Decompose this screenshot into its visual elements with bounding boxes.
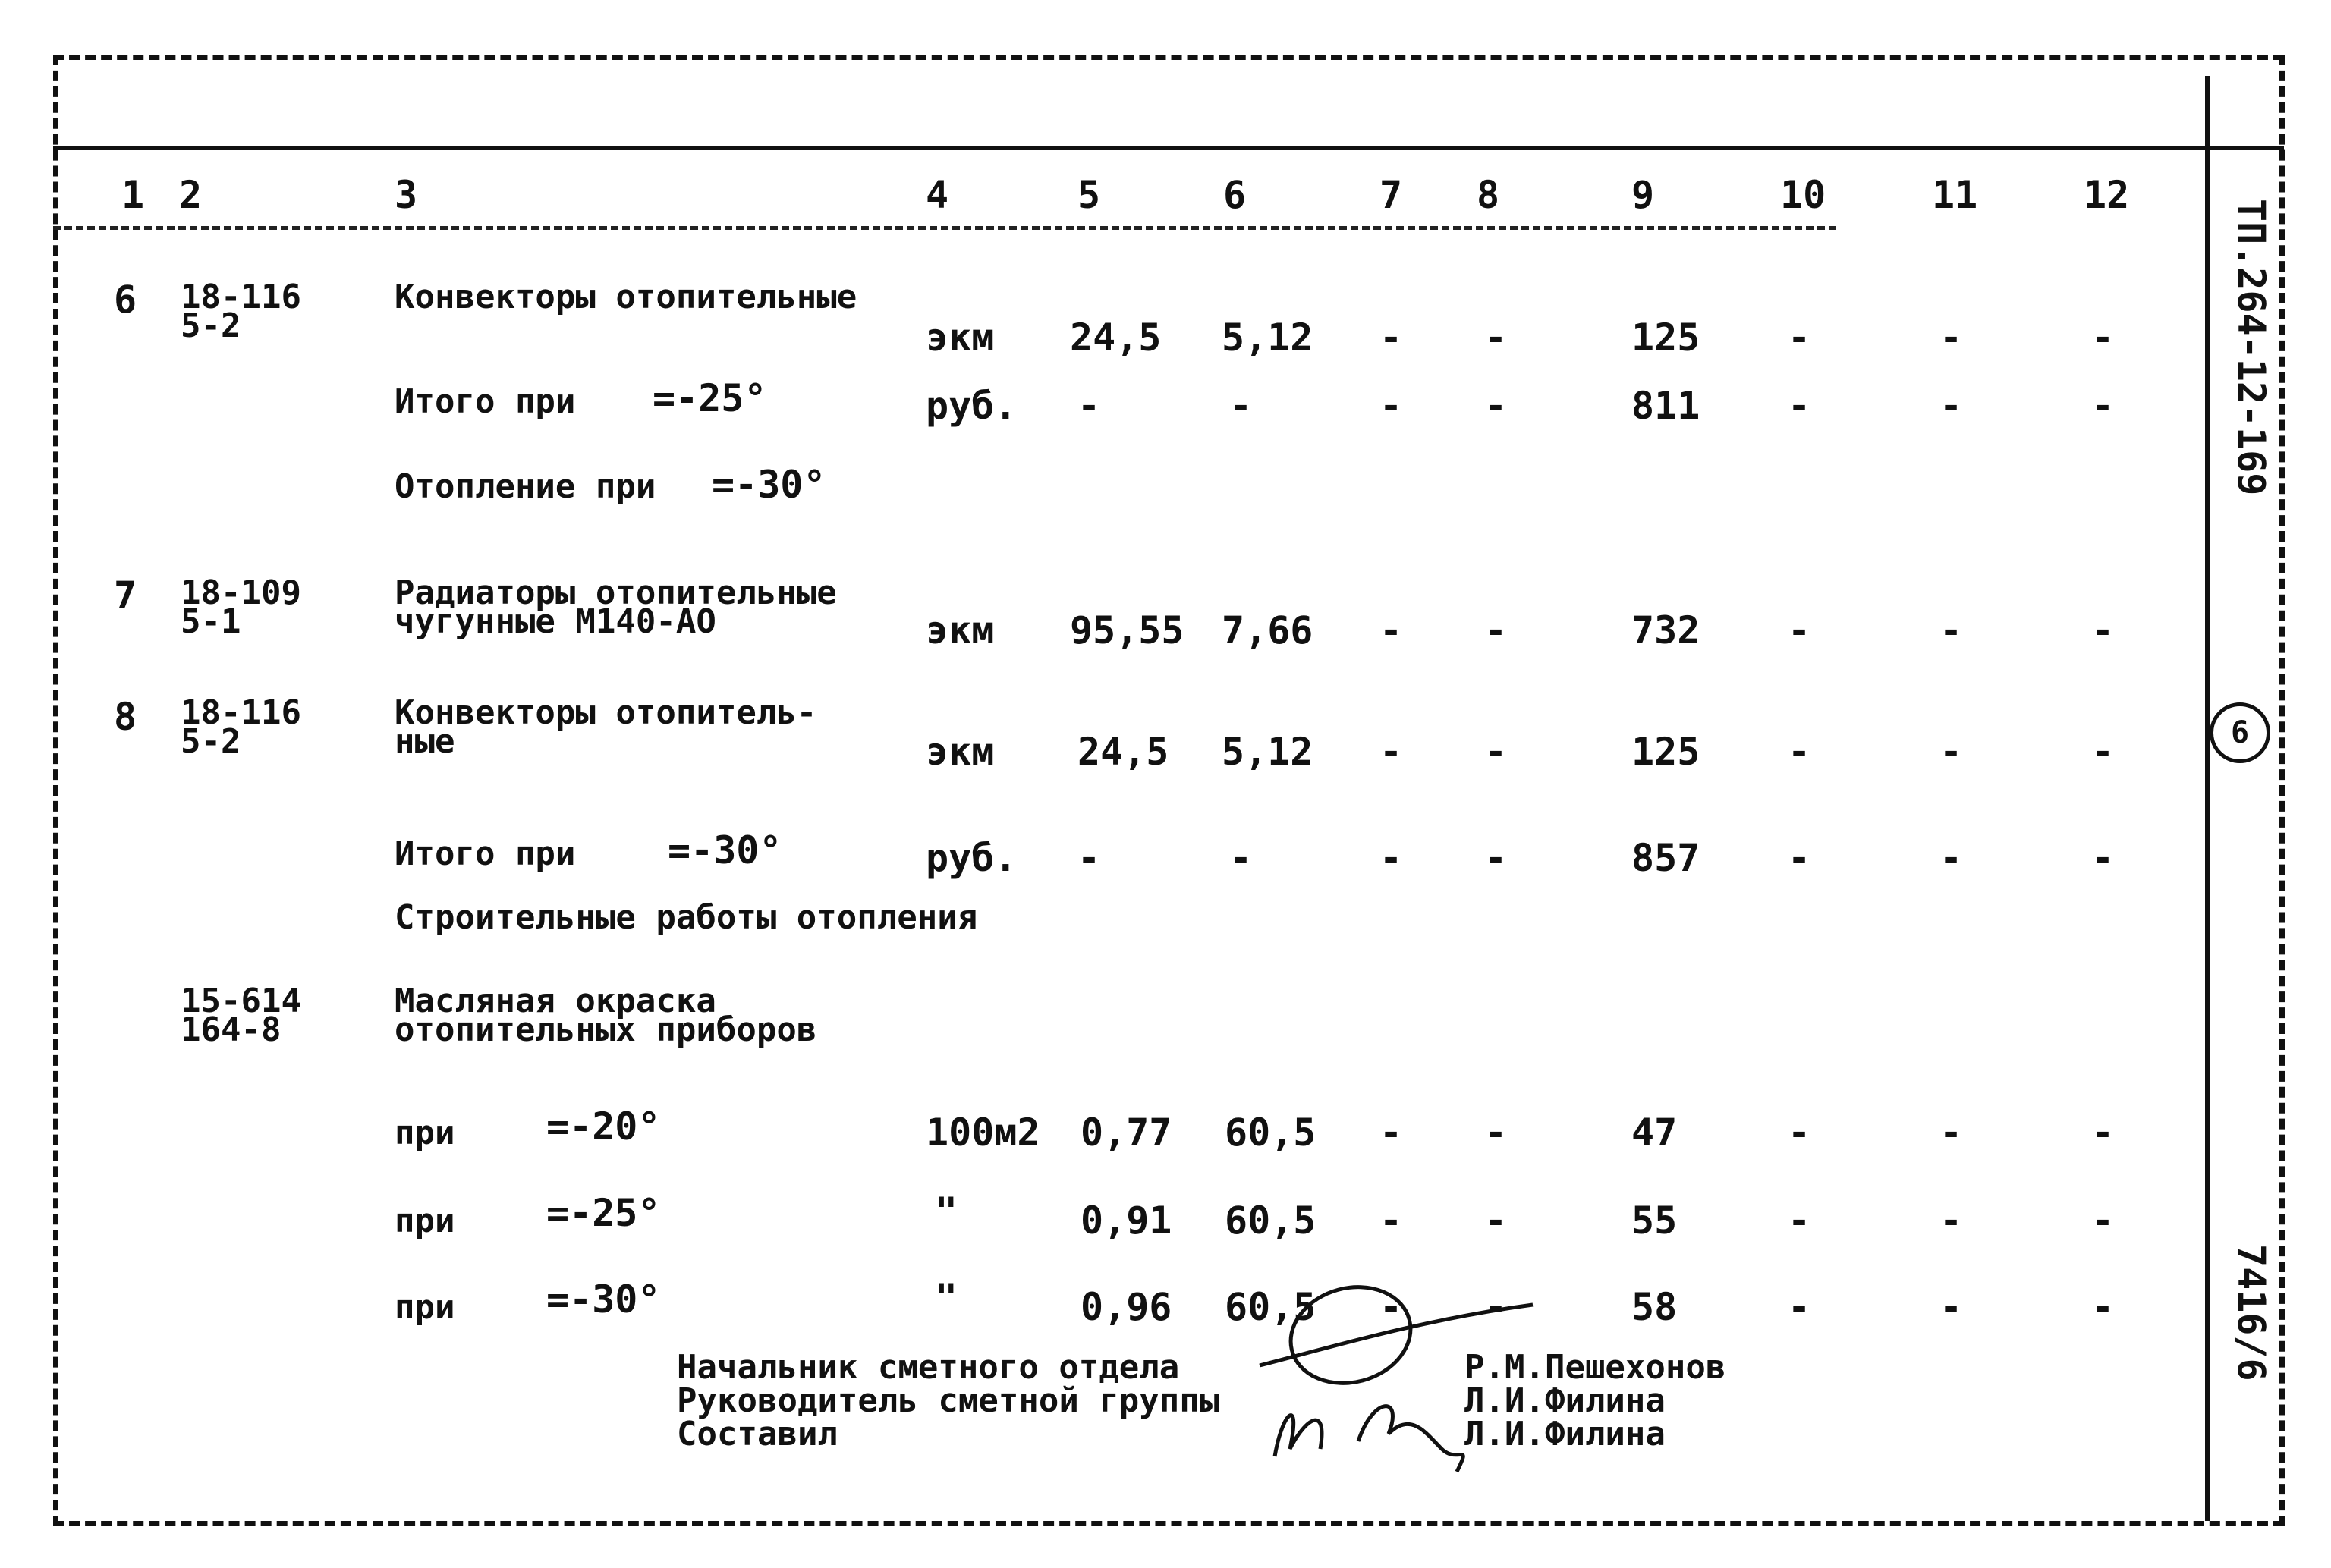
cell-col6: 60,5	[1225, 1199, 1316, 1243]
cell-col7: -	[1379, 384, 1403, 428]
frame-left-border	[53, 55, 58, 1526]
cell-col6: 60,5	[1225, 1111, 1316, 1155]
row-code: 15-614	[181, 982, 301, 1020]
cell-col5: 0,77	[1081, 1111, 1172, 1155]
cell-col7: -	[1379, 1285, 1403, 1329]
signature-person: Р.М.Пешехонов	[1464, 1348, 1726, 1387]
cell-col12: -	[2091, 384, 2115, 428]
cell-col12: -	[2091, 1285, 2115, 1329]
cell-col5: -	[1077, 384, 1101, 428]
row-temperature: =-20°	[546, 1105, 661, 1149]
heading-text: Строительные работы отопления	[395, 898, 978, 937]
cell-col7: -	[1379, 730, 1403, 774]
cell-col11: -	[1939, 1111, 1963, 1155]
row-temperature: =-25°	[653, 376, 767, 420]
cell-col8: -	[1484, 836, 1508, 880]
cell-col10: -	[1788, 1111, 1811, 1155]
row-unit: экм	[926, 316, 995, 360]
sheet-number-circle	[2210, 702, 2270, 763]
cell-col6: 5,12	[1222, 316, 1313, 360]
row-code-sub: 164-8	[181, 1010, 282, 1049]
row-name-cont: чугунные М140-АО	[395, 602, 716, 641]
cell-col10: -	[1788, 836, 1811, 880]
header-sub-rule	[53, 226, 1836, 230]
row-name: при	[395, 1202, 455, 1240]
row-temperature: =-30°	[546, 1277, 661, 1321]
header-rule	[53, 146, 2284, 150]
cell-col9: 58	[1631, 1285, 1678, 1329]
cell-col5: 24,5	[1077, 730, 1169, 774]
cell-col11: -	[1939, 384, 1963, 428]
row-unit: руб.	[926, 384, 1018, 428]
cell-col5: -	[1077, 836, 1101, 880]
cell-col6: 5,12	[1222, 730, 1313, 774]
cell-col7: -	[1379, 1111, 1403, 1155]
cell-col5: 0,91	[1081, 1199, 1172, 1243]
col-header-2: 2	[179, 173, 203, 217]
frame-right-border	[2279, 55, 2285, 1526]
signature-role: Начальник сметного отдела	[677, 1348, 1180, 1387]
side-archive-number: 7416/6	[2229, 1244, 2273, 1381]
cell-col12: -	[2091, 1199, 2115, 1243]
cell-col8: -	[1484, 316, 1508, 360]
col-header-8: 8	[1477, 173, 1500, 217]
cell-col7: -	[1379, 836, 1403, 880]
sheet-number: 6	[2230, 715, 2250, 750]
row-number: 8	[114, 695, 137, 739]
cell-col9: 125	[1631, 730, 1700, 774]
cell-col10: -	[1788, 608, 1811, 652]
frame-top-border	[53, 55, 2284, 60]
cell-col8: -	[1484, 608, 1508, 652]
row-code-sub: 5-2	[181, 722, 241, 761]
row-name: Итого при	[395, 382, 576, 421]
signature-person: Л.И.Филина	[1464, 1415, 1666, 1453]
cell-col11: -	[1939, 608, 1963, 652]
row-temperature: =-25°	[546, 1191, 661, 1235]
cell-col9: 811	[1631, 384, 1700, 428]
cell-col12: -	[2091, 1111, 2115, 1155]
col-header-5: 5	[1077, 173, 1101, 217]
col-header-3: 3	[395, 173, 418, 217]
row-name: Масляная окраска	[395, 982, 716, 1020]
row-number: 7	[114, 573, 137, 617]
row-unit: 100м2	[926, 1111, 1040, 1155]
side-column-rule	[2205, 76, 2210, 1521]
cell-col12: -	[2091, 608, 2115, 652]
cell-col11: -	[1939, 836, 1963, 880]
row-code: 18-109	[181, 573, 301, 612]
row-name: при	[395, 1114, 455, 1152]
cell-col10: -	[1788, 316, 1811, 360]
cell-col9: 857	[1631, 836, 1700, 880]
cell-col8: -	[1484, 730, 1508, 774]
signature-role: Составил	[677, 1415, 838, 1453]
cell-col12: -	[2091, 836, 2115, 880]
cell-col7: -	[1379, 1199, 1403, 1243]
cell-col6: 7,66	[1222, 608, 1313, 652]
col-header-4: 4	[926, 173, 949, 217]
cell-col6: -	[1229, 384, 1253, 428]
row-code: 18-116	[181, 693, 301, 732]
cell-col5: 95,55	[1070, 608, 1184, 652]
frame-bottom-border	[53, 1521, 2284, 1526]
cell-col9: 47	[1631, 1111, 1678, 1155]
cell-col8: -	[1484, 384, 1508, 428]
heading-text: Отопление при	[395, 467, 656, 506]
cell-col11: -	[1939, 730, 1963, 774]
cell-col7: -	[1379, 316, 1403, 360]
col-header-12: 12	[2084, 173, 2130, 217]
row-number: 6	[114, 278, 137, 322]
row-unit: "	[935, 1189, 958, 1233]
row-code-sub: 5-2	[181, 306, 241, 345]
row-unit: "	[935, 1276, 958, 1320]
row-temperature: =-30°	[668, 828, 782, 872]
cell-col6: 60,5	[1225, 1285, 1316, 1329]
cell-col5: 24,5	[1070, 316, 1162, 360]
row-name: Конвекторы отопительные	[395, 278, 857, 316]
row-code: 18-116	[181, 278, 301, 316]
row-name: Конвекторы отопитель-	[395, 693, 817, 732]
row-unit: экм	[926, 730, 995, 774]
row-name-cont: отопительных приборов	[395, 1010, 817, 1049]
row-code-sub: 5-1	[181, 602, 241, 641]
cell-col7: -	[1379, 608, 1403, 652]
cell-col11: -	[1939, 1285, 1963, 1329]
cell-col8: -	[1484, 1285, 1508, 1329]
col-header-7: 7	[1379, 173, 1403, 217]
cell-col9: 732	[1631, 608, 1700, 652]
cell-col8: -	[1484, 1111, 1508, 1155]
cell-col11: -	[1939, 1199, 1963, 1243]
row-unit: экм	[926, 608, 995, 652]
cell-col12: -	[2091, 730, 2115, 774]
row-unit: руб.	[926, 836, 1018, 880]
signature-role: Руководитель сметной группы	[677, 1381, 1220, 1420]
side-doc-code: ТП.264-12-169	[2229, 199, 2273, 496]
cell-col10: -	[1788, 1285, 1811, 1329]
row-name: Радиаторы отопительные	[395, 573, 837, 612]
row-name-cont: ные	[395, 722, 455, 761]
cell-col6: -	[1229, 836, 1253, 880]
col-header-1: 1	[121, 173, 145, 217]
cell-col5: 0,96	[1081, 1285, 1172, 1329]
col-header-6: 6	[1223, 173, 1247, 217]
cell-col11: -	[1939, 316, 1963, 360]
signature-person: Л.И.Филина	[1464, 1381, 1666, 1420]
cell-col9: 125	[1631, 316, 1700, 360]
row-name: Итого при	[395, 834, 576, 873]
cell-col10: -	[1788, 384, 1811, 428]
col-header-9: 9	[1631, 173, 1655, 217]
cell-col10: -	[1788, 1199, 1811, 1243]
col-header-11: 11	[1932, 173, 1978, 217]
cell-col10: -	[1788, 730, 1811, 774]
col-header-10: 10	[1780, 173, 1826, 217]
row-name: при	[395, 1288, 455, 1327]
heading-temperature: =-30°	[712, 463, 826, 507]
handwritten-signature-icon	[1229, 1259, 1548, 1487]
cell-col12: -	[2091, 316, 2115, 360]
cell-col9: 55	[1631, 1199, 1678, 1243]
cell-col8: -	[1484, 1199, 1508, 1243]
